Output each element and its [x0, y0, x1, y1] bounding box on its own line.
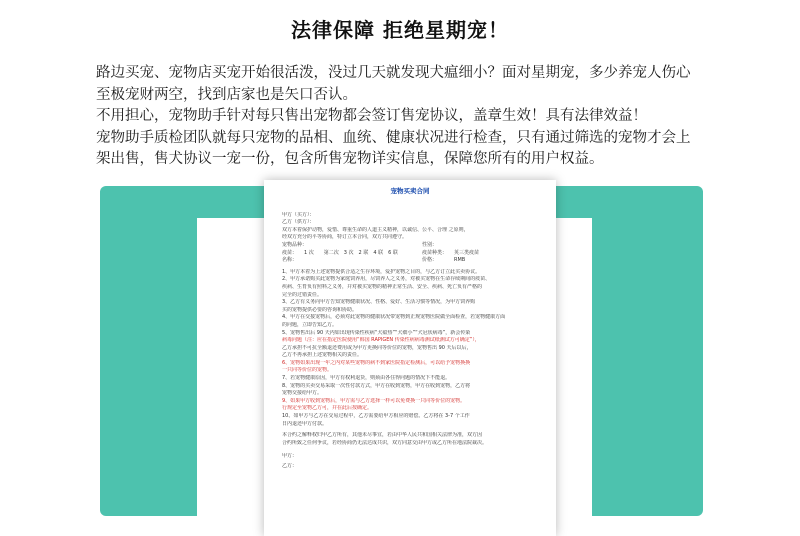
contract-clause-line: 5、宠物售出后 90 天内如出现传染性疾病“犬瘟热”“犬细小”“犬冠状病毒”，新会传染 [282, 329, 471, 336]
contract-clause-line: 乙方不再承担上述宠物相关的责任。 [282, 352, 363, 359]
sign-a-label: 甲方： [282, 453, 298, 460]
contract-clauses [282, 269, 546, 428]
intro-line: 至极宠财两空，找到店家也是矢口否认。 [96, 86, 357, 103]
contract-clause-line: 宠物交接给甲方。 [282, 390, 323, 397]
contract-clause-line: 1、甲方本着为上述宠物提供合适之生存环境，爱护宠物之目的，与乙方订立此买卖协议。 [282, 268, 481, 275]
contract-clause-line: 4、甲方在交接宠物后，必须对此宠物的健康状况带宠物到正规宠物医院做全面检查，若宠物健康方面 [282, 314, 506, 321]
name-price-row [282, 257, 546, 265]
contract-clause-line: 6、宠物如果出现一年之内对某些宠物的病不到家医院指定检测后，可以给予宠物换换 [282, 359, 471, 366]
contract-title: 宠物买卖合同 [390, 187, 430, 195]
contract-clause-line: 2、甲方承诺购买此宠物为家庭饲养用，尽饲养人之义务，对被买宠物在生命存续期间的疫苗、 [282, 276, 491, 283]
contract-clause-line: 的问题，立即告知乙方。 [282, 321, 338, 328]
name-label: 名称： [282, 257, 298, 264]
contract-clause-line: 3、乙方有义务向甲方告知宠物健康状况、性格、爱好、生活习惯等情况，为甲方饲养购 [282, 299, 476, 306]
price-value: RMB [454, 257, 466, 264]
contract-clause-line: 9、如果甲方收到宠物后，甲方需与乙方选择一样可以免费换一只同等价位的宠物。 [282, 397, 466, 404]
intro-line: 路边买宠、宠物店买宠开始很活泼，没过几天就发现犬瘟细小？面对星期宠，多少养宠人伤心 [96, 65, 691, 81]
contract-clause-line: 行规定至宠物乙方可，并在此后按确定。 [282, 405, 373, 412]
sign-b-label: 乙方： [282, 463, 298, 469]
contract-clause-line: 病毒问题（注：应在指定医院使用“韩国 RAPIGEN 传染性病病毒测试纸测试方可确定”）， [282, 337, 480, 344]
intro-text [96, 63, 736, 171]
intro-line: 宠物助手质检团队就每只宠物的品相、血统、健康状况进行检查，只有通过筛选的宠物才会上 [96, 129, 691, 146]
preamble-line: 双方本着保护动物，爱惜、尊重生命的人道主义精神，以诚信、公平、合理 之原则， [282, 226, 469, 233]
vaccine-row [282, 250, 546, 258]
price-label: 价格： [422, 257, 438, 264]
vaccine-label: 疫苗： [282, 249, 298, 256]
closing-line: 本合约之解释权归甲乙方所有，其他未尽事宜，若由中华人民共和国相关法律为准，双方因 [282, 432, 483, 439]
contract-clause-line: 乙方承担不可抗全额退还费用或为甲方更换同等价位的宠物，宠物售出 90 天后以后， [282, 344, 472, 351]
breed-label: 宠物品种： [282, 241, 308, 248]
page-title: 法律保障 拒绝星期宠！ [291, 18, 509, 42]
intro-line: 架出售，售犬协议一宠一份，包含所售宠物详实信息，保障您所有的用户权益。 [96, 151, 604, 167]
gender-label: 性别： [422, 241, 438, 248]
contract-clause-line: 日内退还甲方付款。 [282, 420, 328, 427]
party-b-label: 乙方（供方）： [282, 219, 315, 226]
party-a-label: 甲方（买方）： [282, 211, 315, 218]
contract-clause-line: 疾病、生育负有照料之义务，并对被买宠物的精神正常生活、安全、疾病、死亡负有严格的 [282, 283, 483, 290]
intro-line: 不用担心，宠物助手针对每只售出宠物都会签订售宠协议，盖章生效！具有法律效益！ [96, 108, 647, 124]
vaccine-value: 1 次 第二次 3 次 2 联 4 联 6 联 [304, 249, 398, 256]
contract-clause-line: 10、如甲方与乙方在交易过程中，乙方需要给甲方相应的赔偿。乙方将在 3-7 个工作 [282, 413, 470, 420]
closing-line: 合约所致之任何争议，若经协商仍无法达成共识，双方同意交由甲方或乙方所在地法院裁决。 [282, 439, 488, 446]
vaccine-type-value: 英三类疫苗 [454, 249, 480, 256]
vaccine-type-label: 疫苗种类： [422, 249, 448, 256]
contract-clause-line: 7、若宠物健康原因，甲方有权利退货，则须由各住得问题的情况下不能退。 [282, 375, 451, 382]
preamble-line: 经双方充分的平等协商，特订立本合同，双方共同遵守。 [282, 234, 408, 241]
breed-row [282, 242, 546, 250]
contract-document [264, 180, 556, 536]
contract-clause-line: 8、宠物的买卖交易采取一次性付款方式，甲方在收到宠物，甲方在收到宠物，乙方将 [282, 382, 471, 389]
contract-clause-line: 完全的过错责任。 [282, 291, 323, 298]
contract-clause-line: 买的宠物提供必要的咨询和协助。 [282, 306, 358, 313]
contract-clause-line: 一只同等价位的宠物。 [282, 367, 333, 374]
